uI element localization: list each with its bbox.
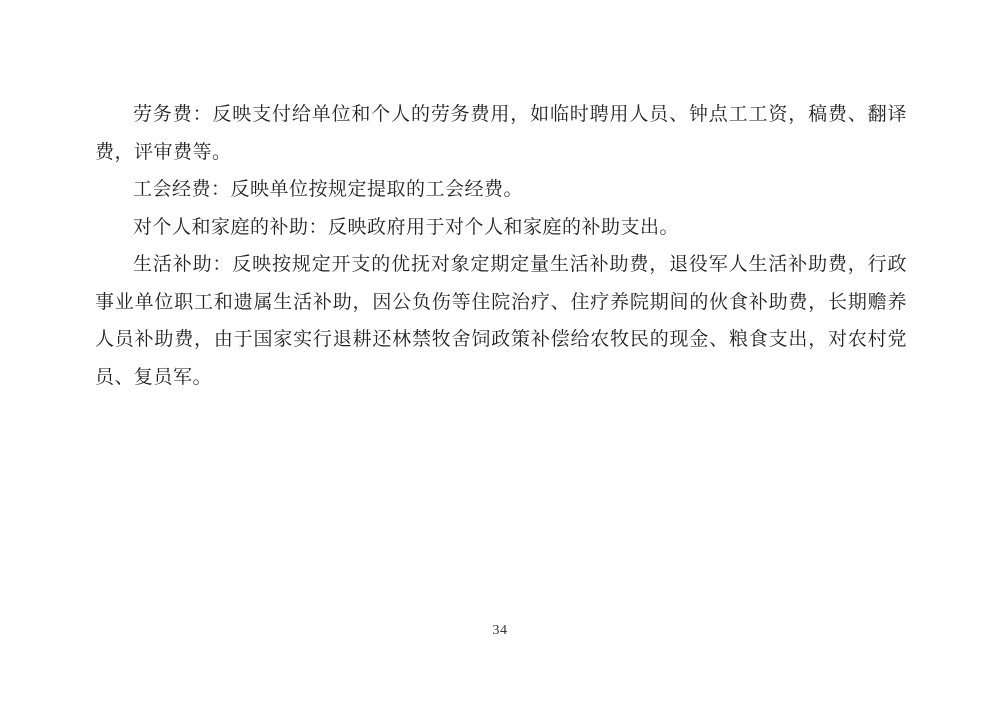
paragraph-geren-jiating-buzhu: 对个人和家庭的补助：反映政府用于对个人和家庭的补助支出。: [133, 216, 680, 238]
paragraph-shenghuobuzhu: 生活补助：反映按规定开支的优抚对象定期定量生活补助费，退役军人生活补助费，行政事业单位职工和遗属生活补助，因公负伤等住院治疗、住疗养院期间的伙食补助费，长期赡养人员补助费，由于国家实行退耕还林禁牧舍饲政策补偿给农牧民的现金、粮食支出，对农村党员、复员军。: [95, 254, 907, 388]
paragraph-gonghuijingfei: 工会经费：反映单位按规定提取的工会经费。: [133, 179, 524, 200]
page-body-text: [95, 96, 907, 396]
page-number: 34: [492, 623, 508, 638]
paragraph-laowufei: 劳务费：反映支付给单位和个人的劳务费用，如临时聘用人员、钟点工工资，稿费、翻译费，评审费等。: [95, 104, 907, 163]
